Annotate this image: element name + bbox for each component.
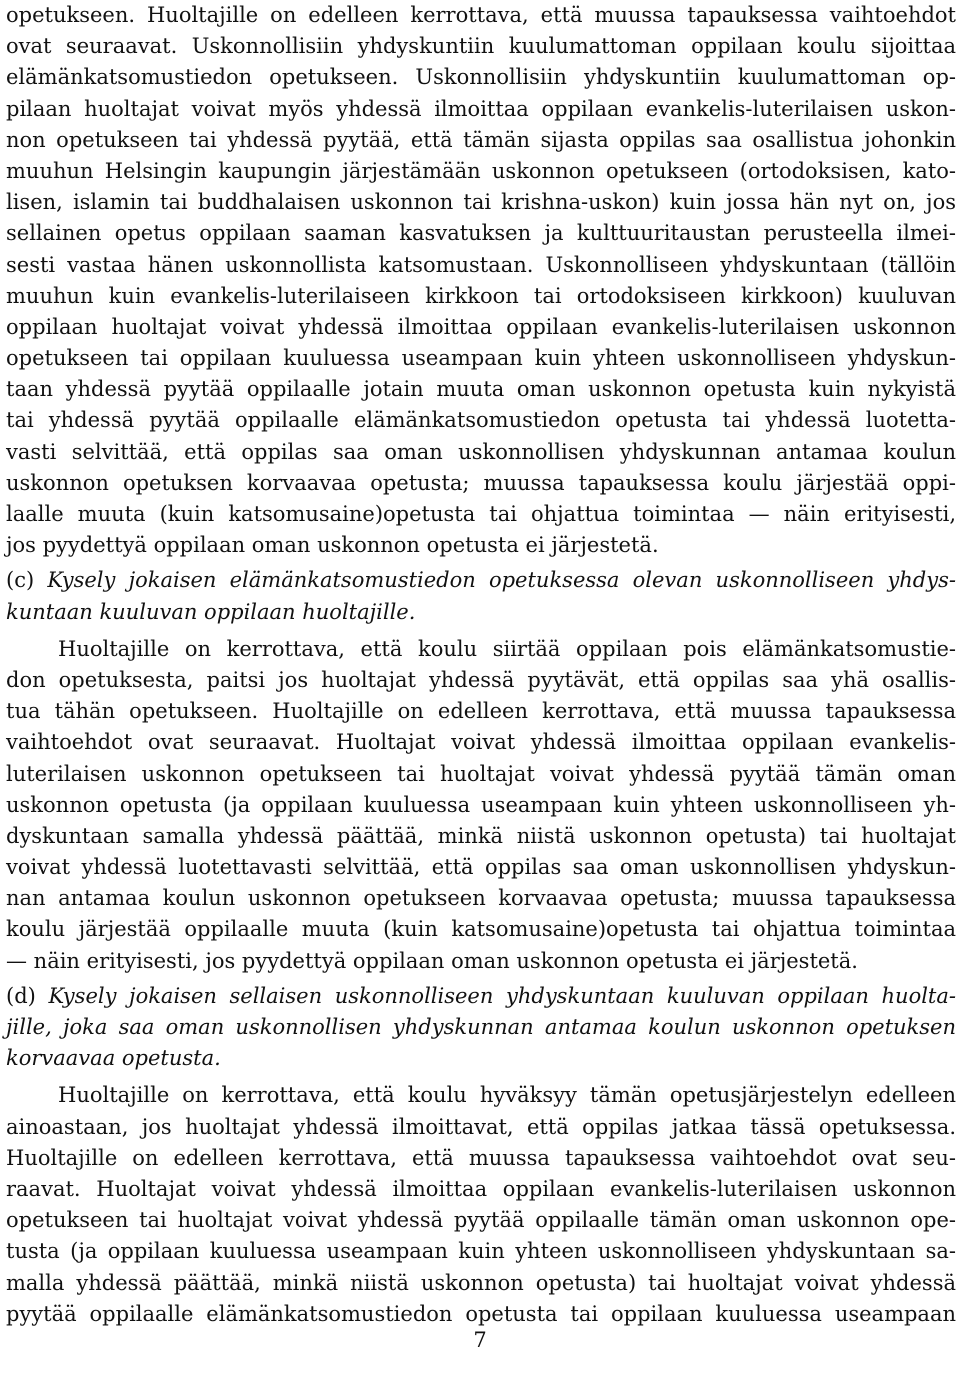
page-number: 7: [473, 1328, 487, 1352]
text-line: Huoltajille on kerrottava, että koulu hyväksyy tämän opetusjärjestelyn edelleen: [58, 1083, 956, 1108]
text-line: pilaan huoltajat voivat myös yhdessä ilmoittaa oppilaan evankelis-luterilaisen uskon-: [6, 96, 956, 121]
text-line: vasti selvittää, että oppilas saa oman uskonnollisen yhdyskunnan antamaa koulun: [6, 439, 956, 464]
text-line: tai yhdessä pyytää oppilaalle elämänkatsomustiedon opetusta tai yhdessä luotetta-: [6, 408, 956, 433]
item-d-body: [6, 1080, 956, 1330]
text-line: uskonnon opetuksen korvaavaa opetusta; muussa tapauksessa koulu järjestää oppi-: [6, 470, 956, 495]
text-line: opetukseen tai oppilaan kuuluessa useampaan kuin yhteen uskonnolliseen yhdyskun-: [6, 346, 956, 371]
text-line: oppilaan huoltajat voivat yhdessä ilmoittaa oppilaan evankelis-luterilaisen uskonnon: [6, 314, 956, 339]
text-line: ovat seuraavat. Uskonnollisiin yhdyskuntiin kuulumattoman oppilaan koulu sijoittaa: [6, 34, 956, 59]
item-c-heading: [6, 565, 956, 627]
item-d-question-line: jille, joka saa oman uskonnollisen yhdyskunnan antamaa koulun uskonnon opetuksen: [6, 1015, 956, 1039]
item-c-question: Kysely jokaisen elämänkatsomustiedon opetuksessa olevan uskonnolliseen yhdys-: [47, 568, 956, 593]
text-line: uskonnon opetusta (ja oppilaan kuuluessa useampaan kuin yhteen uskonnolliseen yh-: [6, 792, 956, 817]
text-line: malla yhdessä päättää, minkä niistä uskonnon opetusta) tai huoltajat voivat yhdessä: [6, 1270, 956, 1295]
text-line: lisen, islamin tai buddhalaisen uskonnon tai krishna-uskon) kuin jossa hän nyt on, jos: [6, 190, 956, 215]
text-line: vaihtoehdot ovat seuraavat. Huoltajat voivat yhdessä ilmoittaa oppilaan evankelis-: [6, 730, 956, 755]
text-line: koulu järjestää oppilaalle muuta (kuin katsomusaine)opetusta tai ohjattua toimintaa: [6, 917, 956, 942]
text-line: tusta (ja oppilaan kuuluessa useampaan kuin yhteen uskonnolliseen yhdyskuntaan sa-: [6, 1239, 956, 1264]
text-line: opetukseen tai huoltajat voivat yhdessä pyytää oppilaalle tämän oman uskonnon ope-: [6, 1208, 956, 1233]
item-c-question-line: kuntaan kuuluvan oppilaan huoltajille.: [6, 599, 416, 624]
text-line: don opetuksesta, paitsi jos huoltajat yhdessä pyytävät, että oppilas saa yhä osallis-: [6, 667, 956, 692]
text-line: taan yhdessä pyytää oppilaalle jotain muuta oman uskonnon opetusta kuin nykyistä: [6, 377, 956, 402]
text-line: nan antamaa koulun uskonnon opetukseen korvaavaa opetusta; muussa tapauksessa: [6, 886, 956, 911]
item-d-question-line: korvaavaa opetusta.: [6, 1046, 221, 1071]
text-line: opetukseen. Huoltajille on edelleen kerrottava, että muussa tapauksessa vaihtoehdot: [6, 3, 956, 27]
text-line: dyskuntaan samalla yhdessä päättää, minkä niistä uskonnon opetusta) tai huoltajat: [6, 823, 956, 848]
text-line: jos pyydettyä oppilaan oman uskonnon opetusta ei järjestetä.: [6, 533, 659, 558]
item-d-question-line: [6, 981, 956, 1012]
text-line: tua tähän opetukseen. Huoltajille on edelleen kerrottava, että muussa tapauksessa: [6, 699, 956, 724]
text-line: pyytää oppilaalle elämänkatsomustiedon opetusta tai oppilaan kuuluessa useampaan: [6, 1301, 956, 1326]
text-line: Huoltajille on kerrottava, että koulu siirtää oppilaan pois elämänkatsomustie-: [58, 636, 956, 661]
text-line: sesti vastaa hänen uskonnollista katsomustaan. Uskonnolliseen yhdyskuntaan (tällöin: [6, 252, 956, 277]
item-c-question-line: [6, 565, 956, 596]
item-d-label: (d): [6, 983, 36, 1008]
text-line: sellainen opetus oppilaan saaman kasvatuksen ja kulttuuritaustan perusteella ilmei-: [6, 221, 956, 246]
text-line: elämänkatsomustiedon opetukseen. Uskonnollisiin yhdyskuntiin kuulumattoman op-: [6, 65, 956, 90]
text-line: muuhun kuin evankelis-luterilaiseen kirkkoon tai ortodoksiseen kirkkoon) kuuluvan: [6, 283, 956, 308]
paragraph-top: [6, 0, 956, 561]
text-line: muuhun Helsingin kaupungin järjestämään uskonnon opetukseen (ortodoksisen, kato-: [6, 158, 956, 183]
text-line: raavat. Huoltajat voivat yhdessä ilmoittaa oppilaan evankelis-luterilaisen uskonnon: [6, 1176, 956, 1201]
text-line: luterilaisen uskonnon opetukseen tai huoltajat voivat yhdessä pyytää tämän oman: [6, 761, 956, 786]
item-d-question: Kysely jokaisen sellaisen uskonnolliseen yhdyskuntaan kuuluvan oppilaan huolta-: [48, 983, 956, 1008]
text-line: ainoastaan, jos huoltajat yhdessä ilmoittavat, että oppilas jatkaa tässä opetuksessa.: [6, 1114, 956, 1139]
text-line: voivat yhdessä luotettavasti selvittää, että oppilas saa oman uskonnollisen yhdyskun-: [6, 855, 956, 880]
text-line: non opetukseen tai yhdessä pyytää, että tämän sijasta oppilas saa osallistua johonkin: [6, 127, 956, 152]
item-c-label: (c): [6, 568, 35, 593]
document-page: [6, 0, 956, 1377]
text-line: laalle muuta (kuin katsomusaine)opetusta tai ohjattua toimintaa — näin erityisesti,: [6, 502, 956, 526]
item-c-body: [6, 634, 956, 977]
item-d-heading: [6, 981, 956, 1075]
text-line: — näin erityisesti, jos pyydettyä oppilaan oman uskonnon opetusta ei järjestetä.: [6, 948, 858, 973]
text-line: Huoltajille on edelleen kerrottava, että muussa tapauksessa vaihtoehdot ovat seu-: [6, 1145, 956, 1170]
